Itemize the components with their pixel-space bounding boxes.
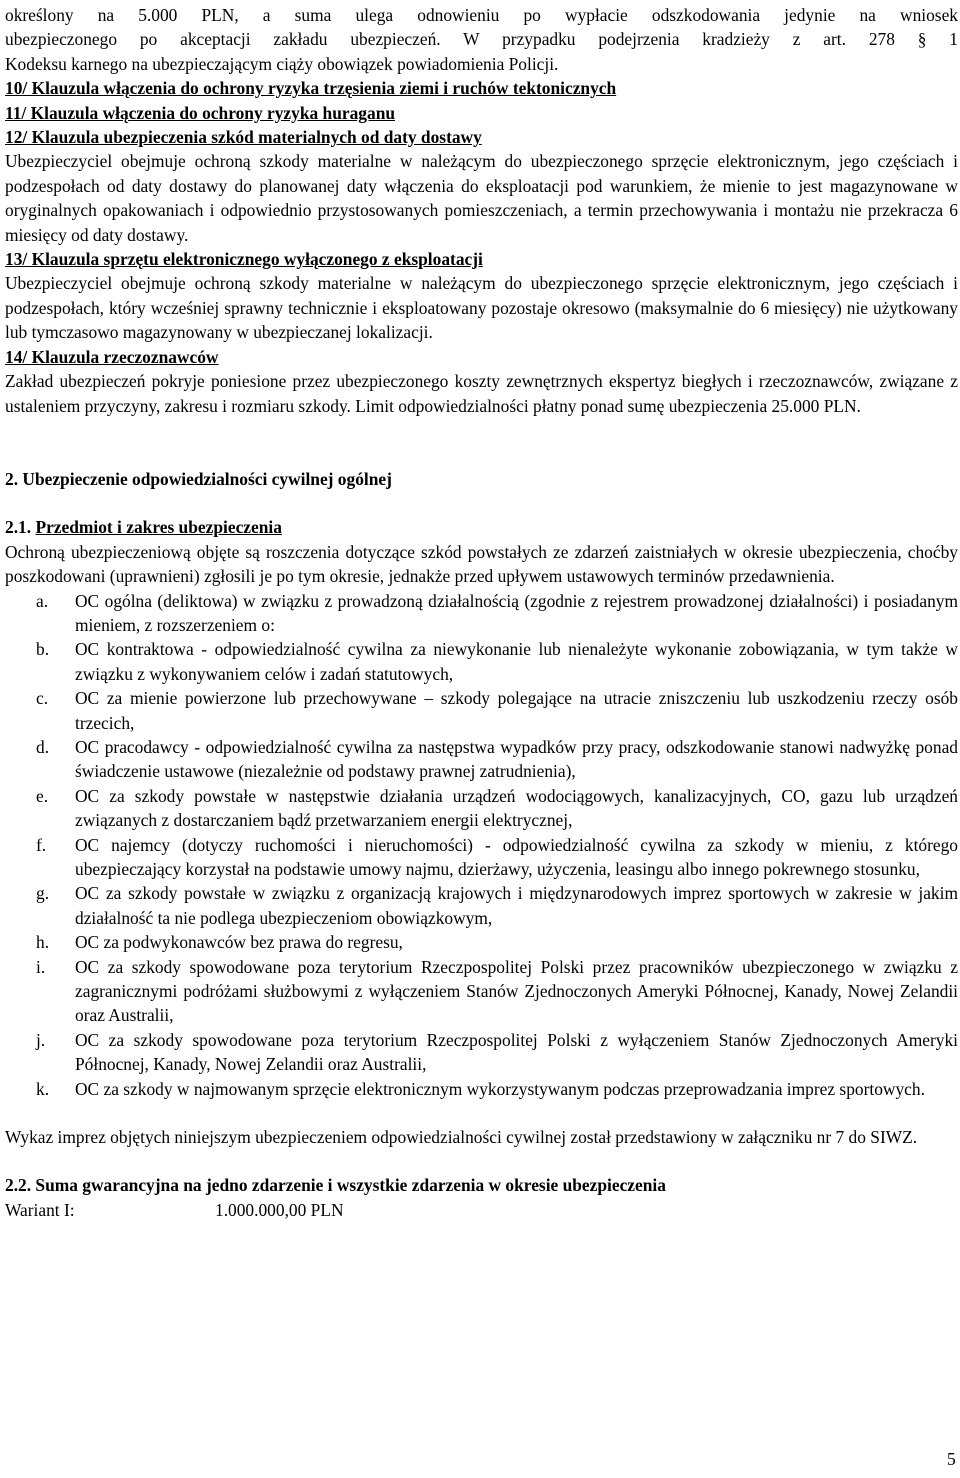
coverage-item-letter: j. bbox=[36, 1029, 46, 1050]
clause-12-title: 12/ Klauzula ubezpieczenia szkód materialnych od daty dostawy bbox=[5, 127, 482, 148]
coverage-item-text: OC za mienie powierzone lub przechowywane – szkody polegające na utracie zniszczeniu lub uszkodzeniu rzeczy osób trzecich, bbox=[75, 688, 958, 733]
intro-line-3: Kodeksu karnego na ubezpieczającym ciąży obowiązek powiadomienia Policji. bbox=[5, 53, 559, 74]
coverage-item-text: OC za szkody spowodowane poza terytorium Rzeczpospolitej Polski przez pracowników ubezpieczonego w związku z zagranicznymi podróżami służbowymi z wyłączeniem Stanów Zjednoczonych Ameryki Północnej, Kanady, Nowej Zelandii oraz Australii, bbox=[75, 956, 958, 1026]
section-2-1-number: 2.1. bbox=[5, 517, 32, 538]
events-note: Wykaz imprez objętych niniejszym ubezpieczeniem odpowiedzialności cywilnej został przedstawiony w załączniku nr 7 do SIWZ. bbox=[5, 1127, 918, 1148]
coverage-item-letter: k. bbox=[36, 1078, 50, 1099]
section-2-2-title: 2.2. Suma gwarancyjna na jedno zdarzenie i wszystkie zdarzenia w okresie ubezpieczenia bbox=[5, 1175, 666, 1196]
coverage-item-text: OC za podwykonawców bez prawa do regresu, bbox=[75, 932, 403, 953]
coverage-item-letter: b. bbox=[36, 639, 50, 660]
spacer bbox=[5, 418, 958, 467]
coverage-item-text: OC najemcy (dotyczy ruchomości i nieruchomości) - odpowiedzialność cywilna za szkody w mieniu, z którego ubezpieczający korzystał na podstawie umowy najmu, dzierżawy, użyczenia, leasingu albo innego pokrewnego stosunku, bbox=[75, 834, 958, 879]
coverage-item bbox=[5, 1028, 958, 1077]
coverage-item-letter: d. bbox=[36, 736, 50, 757]
clause-14-title: 14/ Klauzula rzeczoznawców bbox=[5, 346, 219, 367]
coverage-item bbox=[5, 833, 958, 882]
clause-14-body: Zakład ubezpieczeń pokryje poniesione przez ubezpieczonego koszty zewnętrznych ekspertyz biegłych i rzeczoznawców, związane z ustaleniem przyczyny, zakresu i rozmiaru szkody. Limit odpowiedzialności płatny ponad sumę ubezpieczenia 25.000 PLN. bbox=[5, 371, 958, 416]
coverage-item-letter: i. bbox=[36, 956, 46, 977]
section-2-1-title: Przedmiot i zakres ubezpieczenia bbox=[35, 517, 282, 538]
section-2-1-body: Ochroną ubezpieczeniową objęte są roszczenia dotyczące szkód powstałych ze zdarzeń zaistniałych w okresie ubezpieczenia, choćby poszkodowani (uprawnieni) zgłosili je po tym okresie, jednakże przed upływem ustawowych terminów przedawnienia. bbox=[5, 541, 958, 587]
intro-line-1: określony na 5.000 PLN, a suma ulega odnowieniu po wypłacie odszkodowania jedynie na wniosek bbox=[5, 5, 958, 25]
section-2-title: 2. Ubezpieczenie odpowiedzialności cywilnej ogólnej bbox=[5, 468, 392, 489]
clause-13-body: Ubezpieczyciel obejmuje ochroną szkody materialne w należącym do ubezpieczonego sprzęcie elektronicznym, jego częściach i podzespołach, który wcześniej sprawny technicznie i eksploatowany pozostaje okresowo (maksymalnie do 6 miesięcy) nie użytkowany lub tymczasowo magazynowany w ubezpieczanej lokalizacji. bbox=[5, 273, 958, 343]
coverage-item bbox=[5, 1077, 958, 1101]
coverage-item-letter: c. bbox=[36, 688, 49, 709]
coverage-item bbox=[5, 589, 958, 638]
coverage-item-text: OC za szkody w najmowanym sprzęcie elektronicznym wykorzystywanym podczas przeprowadzania imprez sportowych. bbox=[75, 1078, 925, 1099]
variant-label: Wariant I: bbox=[5, 1199, 75, 1220]
coverage-item bbox=[5, 637, 958, 686]
variant-row bbox=[5, 1198, 958, 1222]
clause-12-body: Ubezpieczyciel obejmuje ochroną szkody materialne w należącym do ubezpieczonego sprzęcie elektronicznym, jego częściach i podzespołach od daty dostawy do planowanej daty włączenia do eksploatacji pod warunkiem, że mienie to jest magazynowane w oryginalnych opakowaniach i odpowiednio przystosowanych pomieszczeniach, a termin przechowywania i montażu nie przekracza 6 miesięcy od daty dostawy. bbox=[5, 151, 958, 245]
spacer bbox=[5, 491, 958, 515]
coverage-item-letter: h. bbox=[36, 932, 50, 953]
coverage-item-letter: f. bbox=[36, 834, 47, 855]
coverage-item-text: OC za szkody powstałe w związku z organizacją krajowych i międzynarodowych imprez sportowych w zakresie w jakim działalność ta nie podlega ubezpieczeniom obowiązkowym, bbox=[75, 883, 958, 928]
coverage-item bbox=[5, 930, 958, 954]
coverage-item-text: OC pracodawcy - odpowiedzialność cywilna za następstwa wypadków przy pracy, odszkodowanie stanowi nadwyżkę ponad świadczenie ustawowe (niezależnie od podstawy prawnej zatrudnienia), bbox=[75, 736, 958, 782]
coverage-list bbox=[5, 589, 958, 1102]
coverage-item-letter: e. bbox=[36, 785, 49, 806]
coverage-item-text: OC kontraktowa - odpowiedzialność cywilna za niewykonanie lub nienależyte wykonanie zobowiązania, w tym także w związku z wykonywaniem celów i zadań statutowych, bbox=[75, 639, 958, 684]
coverage-item bbox=[5, 784, 958, 833]
clause-11-title: 11/ Klauzula włączenia do ochrony ryzyka huraganu bbox=[5, 102, 396, 123]
coverage-item-letter: a. bbox=[36, 590, 49, 611]
coverage-item-text: OC za szkody spowodowane poza terytorium Rzeczpospolitej Polski z wyłączeniem Stanów Zjednoczonych Ameryki Północnej, Kanady, Nowej Zelandii oraz Australii, bbox=[75, 1029, 958, 1075]
coverage-item-text: OC za szkody powstałe w następstwie działania urządzeń wodociągowych, kanalizacyjnych, CO, gazu lub urządzeń związanych z dostarczaniem bądź przetwarzaniem energii elektrycznej, bbox=[75, 785, 958, 831]
coverage-item bbox=[5, 686, 958, 735]
section-2-1-heading bbox=[5, 515, 958, 539]
coverage-item bbox=[5, 955, 958, 1028]
document-page bbox=[5, 3, 958, 1222]
intro-line-2: ubezpieczonego po akceptacji zakładu ubezpieczeń. W przypadku podejrzenia kradzieży z art. 278 § 1 bbox=[5, 29, 958, 50]
spacer bbox=[5, 1149, 958, 1173]
coverage-item bbox=[5, 735, 958, 784]
coverage-item-text: OC ogólna (deliktowa) w związku z prowadzoną działalnością (zgodnie z rejestrem prowadzonej działalności) i posiadanym mieniem, z rozszerzeniem o: bbox=[75, 590, 958, 635]
clause-13-title: 13/ Klauzula sprzętu elektronicznego wyłączonego z eksploatacji bbox=[5, 249, 483, 270]
coverage-item-letter: g. bbox=[36, 883, 50, 904]
clause-10-title: 10/ Klauzula włączenia do ochrony ryzyka trzęsienia ziemi i ruchów tektonicznych bbox=[5, 78, 617, 99]
variant-value: 1.000.000,00 PLN bbox=[215, 1199, 344, 1220]
spacer bbox=[5, 1101, 958, 1125]
coverage-item bbox=[5, 881, 958, 930]
page-number: 5 bbox=[947, 1449, 956, 1469]
